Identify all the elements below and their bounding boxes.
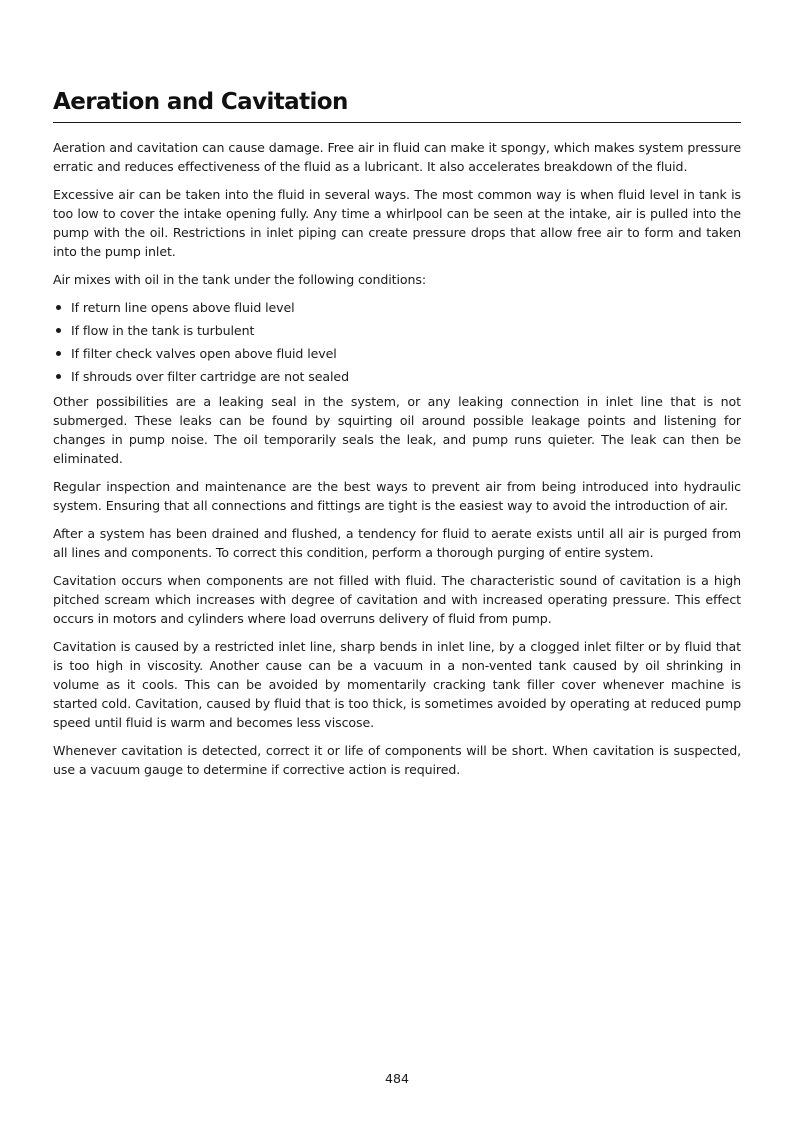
- paragraph-intro: Aeration and cavitation can cause damage. Free air in fluid can make it spongy, which makes system pressure erratic and reduces effectiveness of the fluid as a lubricant. It also accelerates breakdown of the fluid.: [53, 140, 741, 174]
- paragraph-purging: After a system has been drained and flushed, a tendency for fluid to aerate exists until all air is purged from all lines and components. To correct this condition, perform a thorough purging of entire system.: [53, 526, 741, 560]
- list-item: [53, 298, 741, 317]
- list-item-text: If return line opens above fluid level: [71, 300, 295, 315]
- list-item: [53, 367, 741, 386]
- list-item: [53, 321, 741, 340]
- list-item-text: If shrouds over filter cartridge are not sealed: [71, 369, 349, 384]
- conditions-list: [53, 298, 741, 386]
- page-title: Aeration and Cavitation: [53, 89, 348, 115]
- paragraph-excessive-air: Excessive air can be taken into the fluid in several ways. The most common way is when fluid level in tank is too low to cover the intake opening fully. Any time a whirlpool can be seen at the intake, air is pulled into the pump with the oil. Restrictions in inlet piping can create pressure drops that allow free air to form and taken into the pump inlet.: [53, 187, 741, 259]
- paragraph-leaks: Other possibilities are a leaking seal in the system, or any leaking connection in inlet line that is not submerged. These leaks can be found by squirting oil around possible leakage points and listening for changes in pump noise. The oil temporarily seals the leak, and pump runs quieter. The leak can then be eliminated.: [53, 394, 741, 466]
- list-item-text: If filter check valves open above fluid level: [71, 346, 337, 361]
- bullet-icon: [56, 305, 61, 310]
- document-page: [53, 86, 741, 788]
- bullet-icon: [56, 328, 61, 333]
- page-number: 484: [384, 1071, 410, 1086]
- title-underline: [53, 122, 741, 123]
- list-item: [53, 344, 741, 363]
- paragraph-cavitation-detection: Whenever cavitation is detected, correct it or life of components will be short. When cavitation is suspected, use a vacuum gauge to determine if corrective action is required.: [53, 743, 741, 777]
- bullet-icon: [56, 374, 61, 379]
- list-item-text: If flow in the tank is turbulent: [71, 323, 255, 338]
- paragraph-cavitation-definition: Cavitation occurs when components are not filled with fluid. The characteristic sound of cavitation is a high pitched scream which increases with degree of cavitation and with increased operating pressure. This effect occurs in motors and cylinders where load overruns delivery of fluid from pump.: [53, 573, 741, 626]
- bullet-icon: [56, 351, 61, 356]
- paragraph-maintenance: Regular inspection and maintenance are the best ways to prevent air from being introduced into hydraulic system. Ensuring that all connections and fittings are tight is the easiest way to avoid the introduction of air.: [53, 479, 741, 513]
- paragraph-conditions-lead: Air mixes with oil in the tank under the following conditions:: [53, 272, 426, 287]
- paragraph-cavitation-causes: Cavitation is caused by a restricted inlet line, sharp bends in inlet line, by a clogged inlet filter or by fluid that is too high in viscosity. Another cause can be a vacuum in a non-vented tank caused by oil shrinking in volume as it cools. This can be avoided by momentarily cracking tank filler cover whenever machine is started cold. Cavitation, caused by fluid that is too thick, is sometimes avoided by operating at reduced pump speed until fluid is warm and becomes less viscose.: [53, 639, 741, 730]
